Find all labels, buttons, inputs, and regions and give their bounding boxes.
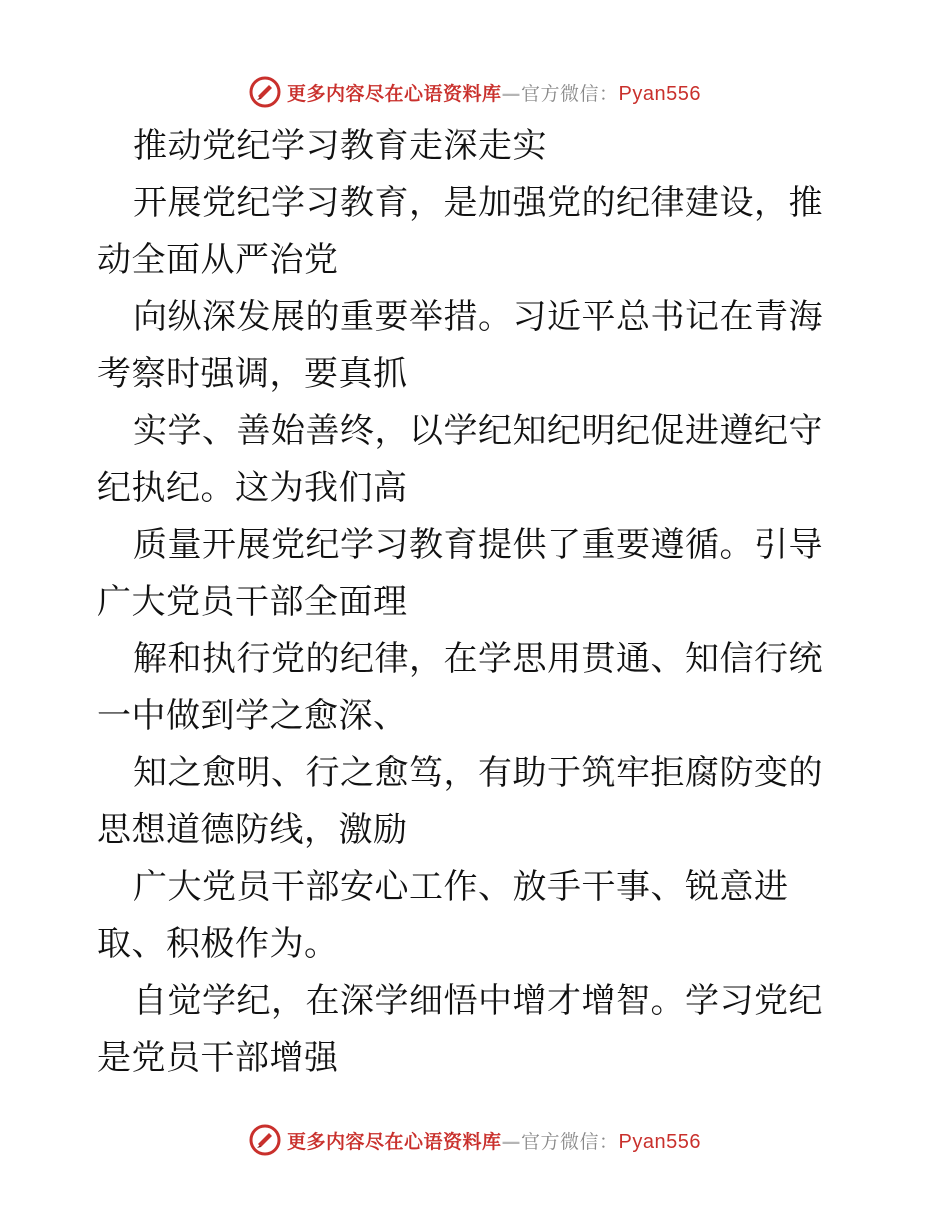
watermark-brand: 更多内容尽在心语资料库: [287, 82, 502, 105]
brand-logo-icon: [249, 1124, 281, 1156]
footer-watermark: [0, 1120, 950, 1160]
watermark-text: [287, 1127, 701, 1154]
paragraph: 质量开展党纪学习教育提供了重要遵循。引导广大党员干部全面理: [97, 525, 823, 622]
watermark-text: [287, 79, 701, 106]
paragraph: 广大党员干部安心工作、放手干事、锐意进取、积极作为。: [97, 867, 789, 964]
watermark-label: 官方微信：: [521, 82, 619, 105]
paragraph: 向纵深发展的重要举措。习近平总书记在青海考察时强调，要真抓: [97, 297, 823, 394]
paragraph: 实学、善始善终，以学纪知纪明纪促进遵纪守纪执纪。这为我们高: [97, 411, 823, 508]
paragraph: 知之愈明、行之愈笃，有助于筑牢拒腐防变的思想道德防线，激励: [97, 753, 823, 850]
watermark-label: 官方微信：: [521, 1130, 619, 1153]
brand-logo-icon: [249, 76, 281, 108]
paragraph: 开展党纪学习教育，是加强党的纪律建设，推动全面从严治党: [97, 183, 823, 280]
paragraph: 自觉学纪，在深学细悟中增才增智。学习党纪是党员干部增强: [97, 981, 823, 1078]
watermark-dash: —: [501, 1130, 522, 1153]
watermark-dash: —: [501, 82, 522, 105]
watermark-id: Pyan556: [618, 82, 701, 105]
paragraph: 解和执行党的纪律，在学思用贯通、知信行统一中做到学之愈深、: [97, 639, 823, 736]
header-watermark: [0, 72, 950, 112]
watermark-brand: 更多内容尽在心语资料库: [287, 1130, 502, 1153]
watermark-id: Pyan556: [618, 1130, 701, 1153]
document-body: [97, 118, 857, 1087]
document-title: 推动党纪学习教育走深走实: [133, 126, 547, 166]
